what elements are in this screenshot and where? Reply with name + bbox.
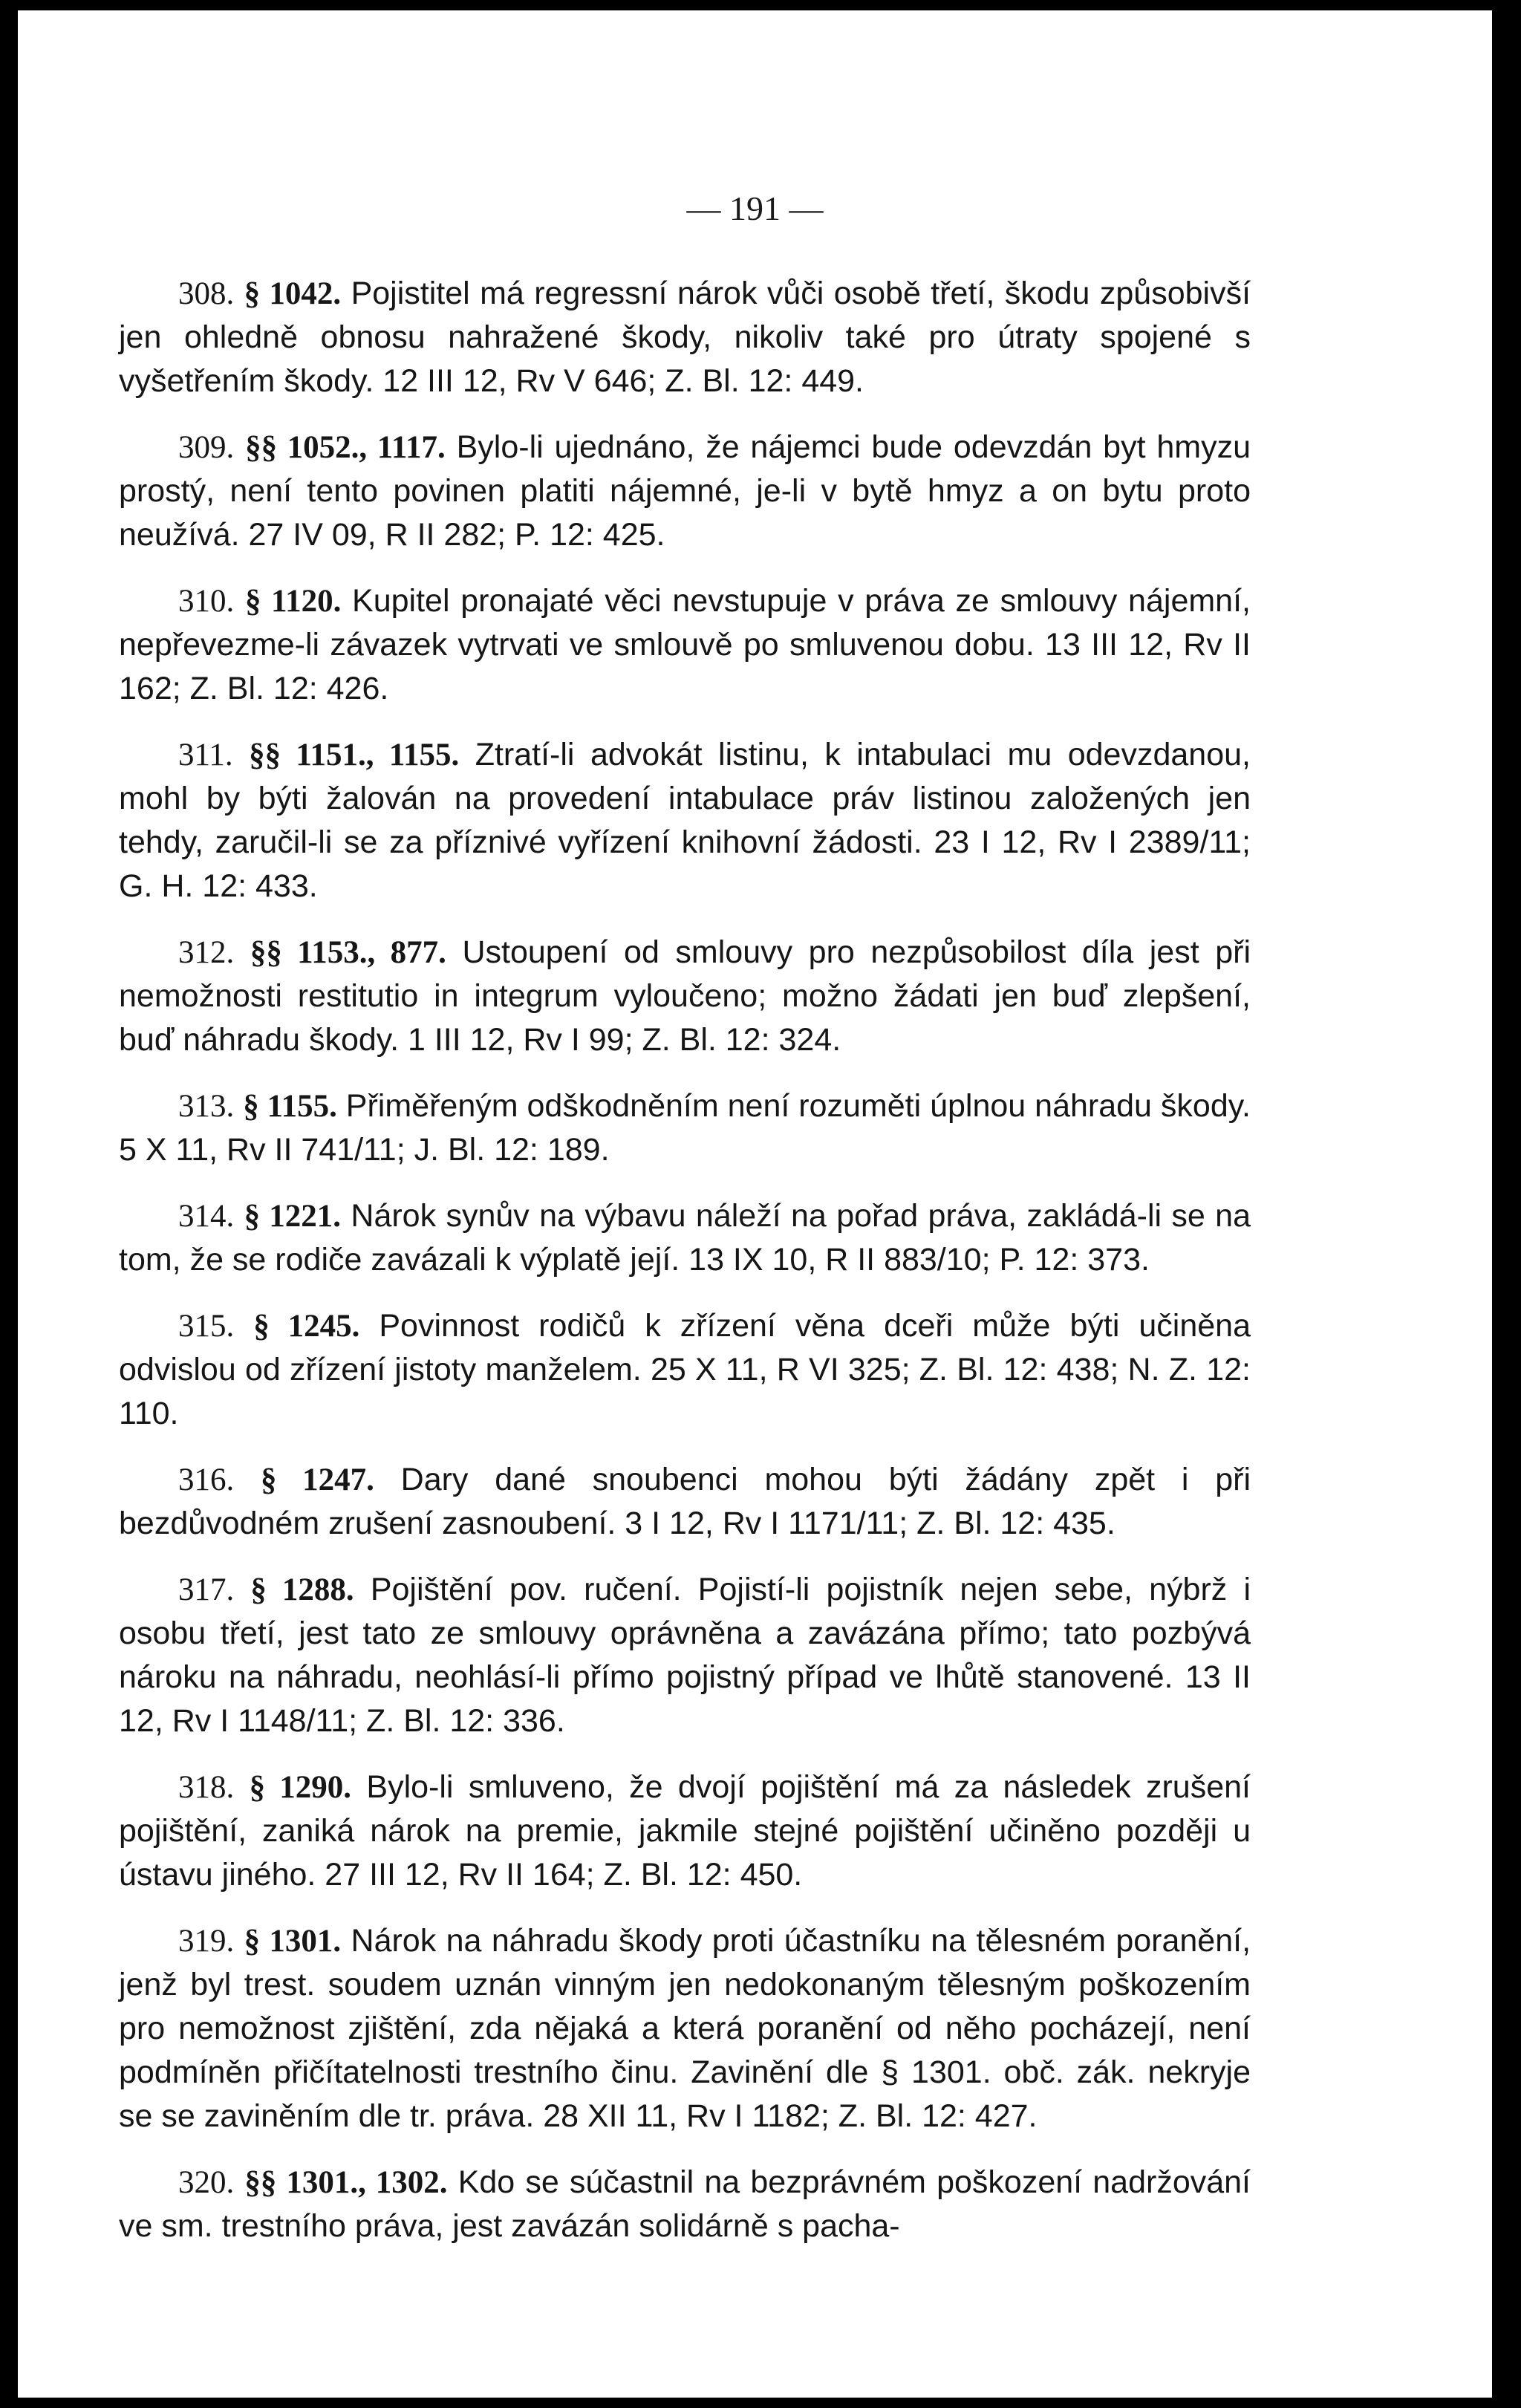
entry-text: Přiměřeným odškodněním není rozuměti úplnou náhradu škody. 5 X 11, Rv II 741/11; J. Bl. 12: 189. <box>119 1088 1251 1168</box>
entry-313 <box>119 1084 1251 1172</box>
entry-text: Povinnost rodičů k zřízení věna dceři může býti učiněna odvislou od zřízení jistoty manželem. 25 X 11, R VI 325; Z. Bl. 12: 438; N. Z. 12: 110. <box>119 1308 1251 1431</box>
book-page <box>18 10 1492 2398</box>
paragraph-reference: § 1288. <box>250 1572 354 1607</box>
entry-text: Nárok synův na výbavu náleží na pořad práva, zakládá-li se na tom, že se rodiče zavázali k výplatě její. 13 IX 10, R II 883/10; P. 12: 373. <box>119 1198 1251 1278</box>
paragraph-reference: §§ 1301., 1302. <box>244 2165 448 2200</box>
entry-number: 316. <box>178 1462 235 1497</box>
paragraph-reference: § 1042. <box>244 276 342 311</box>
paragraph-reference: § 1221. <box>244 1199 342 1234</box>
entry-text: Dary dané snoubenci mohou býti žádány zpět i při bezdůvodném zrušení zasnoubení. 3 I 12, Rv I 1171/11; Z. Bl. 12: 435. <box>119 1462 1251 1541</box>
page-number: — 191 — <box>686 189 824 227</box>
entry-text: Kupitel pronajaté věci nevstupuje v práva ze smlouvy nájemní, nepřevezme-li závazek vytrvati ve smlouvě po smluvenou dobu. 13 III 12, Rv II 162; Z. Bl. 12: 426. <box>119 583 1251 706</box>
entries-list <box>119 272 1251 2271</box>
paragraph-reference: §§ 1052., 1117. <box>245 430 446 465</box>
paragraph-reference: §§ 1151., 1155. <box>249 738 460 772</box>
entry-text: Ztratí-li advokát listinu, k intabulaci mu odevzdanou, mohl by býti žalován na provedení intabulace práv listinou založených jen tehdy, zaručil-li se za příznivé vyřízení knihovní žádosti. 23 I 12, Rv I 2389/11; G. H. 12: 433. <box>119 737 1251 904</box>
paragraph-reference: § 1245. <box>253 1309 360 1344</box>
entry-315 <box>119 1304 1251 1436</box>
entry-number: 317. <box>178 1572 235 1607</box>
entry-318 <box>119 1766 1251 1897</box>
entry-text: Bylo-li ujednáno, že nájemci bude odevzdán byt hmyzu prostý, není tento povinen platiti nájemné, je-li v bytě hmyz a on bytu proto neužívá. 27 IV 09, R II 282; P. 12: 425. <box>119 429 1251 553</box>
entry-number: 315. <box>178 1309 235 1344</box>
entry-text: Kdo se súčastnil na bezprávném poškození nadržování ve sm. trestního práva, jest zavázán solidárně s pacha- <box>119 2164 1251 2244</box>
entry-number: 314. <box>178 1199 235 1234</box>
entry-310 <box>119 579 1251 711</box>
entry-text: Bylo-li smluveno, že dvojí pojištění má za následek zrušení pojištění, zaniká nárok na premie, jakmile stejné pojištění učiněno později u ústavu jiného. 27 III 12, Rv II 164; Z. Bl. 12: 450. <box>119 1769 1251 1893</box>
paragraph-reference: § 1301. <box>244 1924 342 1959</box>
entry-text: Ustoupení od smlouvy pro nezpůsobilost díla jest při nemožnosti restitutio in integrum vyloučeno; možno žádati jen buď zlepšení, buď náhradu škody. 1 III 12, Rv I 99; Z. Bl. 12: 324. <box>119 934 1251 1058</box>
entry-text: Pojištění pov. ručení. Pojistí-li pojistník nejen sebe, nýbrž i osobu třetí, jest tato ze smlouvy oprávněna a zavázána přímo; tato pozbývá nároku na náhradu, neohlásí-li přímo pojistný případ ve lhůtě stanovené. 13 II 12, Rv I 1148/11; Z. Bl. 12: 336. <box>119 1572 1251 1739</box>
paragraph-reference: § 1120. <box>244 584 342 619</box>
paragraph-reference: § 1290. <box>249 1770 352 1805</box>
entry-number: 318. <box>178 1770 235 1805</box>
entry-number: 312. <box>178 935 235 970</box>
entry-number: 320. <box>178 2165 235 2200</box>
entry-number: 309. <box>178 430 235 465</box>
paragraph-reference: §§ 1153., 877. <box>250 935 446 970</box>
entry-text: Nárok na náhradu škody proti účastníku na tělesném poranění, jenž byl trest. soudem uznán vinným jen nedokonaným tělesným poškozením pro nemožnost zjištění, zda nějaká a která poranění od něho pocházejí, není podmíněn přičítatelnosti trestního činu. Zavinění dle § 1301. obč. zák. nekryje se se zaviněním dle tr. práva. 28 XII 11, Rv I 1182; Z. Bl. 12: 427. <box>119 1923 1251 2134</box>
entry-number: 310. <box>178 584 235 619</box>
entry-309 <box>119 426 1251 557</box>
entry-312 <box>119 931 1251 1062</box>
entry-number: 319. <box>178 1924 235 1959</box>
entry-number: 313. <box>178 1089 235 1124</box>
entry-314 <box>119 1194 1251 1282</box>
paragraph-reference: § 1155. <box>243 1089 337 1124</box>
entry-319 <box>119 1919 1251 2138</box>
entry-number: 311. <box>178 738 233 772</box>
paragraph-reference: § 1247. <box>261 1462 374 1497</box>
entry-text: Pojistitel má regressní nárok vůči osobě třetí, škodu způsobivší jen ohledně obnosu nahražené škody, nikoliv také pro útraty spojené s vyšetřením škody. 12 III 12, Rv V 646; Z. Bl. 12: 449. <box>119 276 1251 399</box>
entry-317 <box>119 1568 1251 1743</box>
entry-308 <box>119 272 1251 403</box>
entry-number: 308. <box>178 276 235 311</box>
entry-311 <box>119 733 1251 908</box>
entry-320 <box>119 2161 1251 2248</box>
entry-316 <box>119 1458 1251 1546</box>
